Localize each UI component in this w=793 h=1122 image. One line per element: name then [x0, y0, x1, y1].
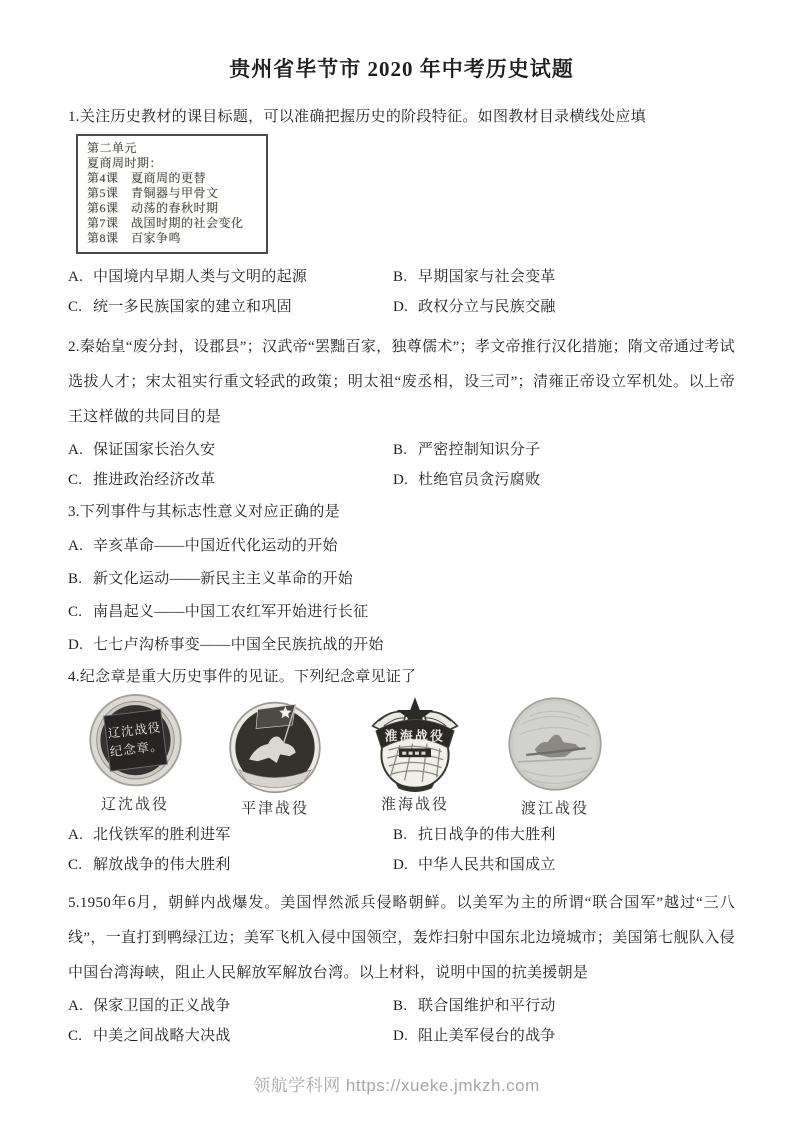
option-letter: C. — [68, 472, 83, 488]
question-1 — [68, 102, 735, 322]
option-letter: B. — [393, 269, 408, 285]
option-a — [68, 991, 393, 1021]
option-text: 政权分立与民族交融 — [418, 299, 556, 315]
huaihai-medal-icon — [363, 694, 467, 794]
option-letter: A. — [68, 827, 84, 843]
pingjin-medal-icon — [223, 694, 327, 794]
option-text: 辛亥革命——中国近代化运动的开始 — [93, 538, 338, 554]
option-d — [393, 465, 735, 495]
option-letter: C. — [68, 857, 83, 873]
catalog-line: 第7课 战国时期的社会变化 — [87, 216, 244, 230]
question-2 — [68, 330, 735, 495]
option-letter: A. — [68, 998, 84, 1014]
question-5-options — [68, 991, 735, 1051]
option-b — [393, 435, 735, 465]
question-1-stem: 1.关注历史教材的课目标题，可以准确把握历史的阶段特征。如图教材目录横线处应填 — [68, 109, 646, 125]
option-letter: A. — [68, 538, 84, 554]
catalog-line: 第二单元 — [87, 141, 138, 155]
option-b — [393, 991, 735, 1021]
question-4-options — [68, 820, 735, 880]
option-text: 抗日战争的伟大胜利 — [418, 827, 556, 843]
option-text: 中华人民共和国成立 — [418, 857, 556, 873]
svg-text:淮海战役: 淮海战役 — [384, 729, 446, 744]
option-text: 南昌起义——中国工农红军开始进行长征 — [93, 604, 369, 620]
option-text: 七七卢沟桥事变——中国全民族抗战的开始 — [93, 637, 384, 653]
option-letter: C. — [68, 299, 83, 315]
option-letter: D. — [393, 472, 409, 488]
option-text: 保证国家长治久安 — [93, 442, 216, 458]
option-text: 中美之间战略大决战 — [93, 1028, 231, 1044]
option-c — [68, 596, 735, 629]
option-d — [393, 850, 735, 880]
option-letter: B. — [393, 998, 408, 1014]
option-text: 杜绝官员贪污腐败 — [418, 472, 541, 488]
option-a — [68, 435, 393, 465]
medal-dujiang-campaign — [494, 694, 616, 818]
option-text: 北伐铁军的胜利进军 — [93, 827, 231, 843]
liaoshen-medal-icon — [80, 694, 191, 790]
option-letter: B. — [393, 442, 408, 458]
option-c — [68, 850, 393, 880]
question-2-stem: 2.秦始皇“废分封，设郡县”；汉武帝“罢黜百家，独尊儒术”；孝文帝推行汉化措施；隋文帝通过考试选拔人才；宋太祖实行重文轻武的政策；明太祖“废丞相，设三司”；清雍正帝设立军机处。以上帝王这样做的共同目的是 — [68, 339, 735, 425]
medal-caption: 淮海战役 — [380, 797, 449, 813]
option-b — [393, 262, 735, 292]
option-b — [393, 820, 735, 850]
option-a — [68, 530, 735, 563]
dujiang-medal-icon — [504, 694, 606, 794]
option-text: 严密控制知识分子 — [418, 442, 541, 458]
question-4-stem: 4.纪念章是重大历史事件的见证。下列纪念章见证了 — [68, 669, 417, 685]
catalog-line: 第4课 夏商周的更替 — [87, 171, 207, 185]
option-text: 保家卫国的正义战争 — [93, 998, 231, 1014]
question-1-options — [68, 262, 735, 322]
option-d — [68, 629, 735, 662]
medal-caption: 平津战役 — [240, 801, 309, 817]
option-letter: C. — [68, 1028, 83, 1044]
option-c — [68, 465, 393, 495]
option-text: 推进政治经济改革 — [93, 472, 216, 488]
catalog-line: 第5课 青铜器与甲骨文 — [87, 186, 219, 200]
option-text: 新文化运动——新民主主义革命的开始 — [93, 571, 354, 587]
option-d — [393, 1021, 735, 1051]
medal-liaoshen-campaign — [74, 694, 196, 814]
option-text: 中国境内早期人类与文明的起源 — [93, 269, 308, 285]
question-3 — [68, 495, 735, 662]
option-text: 解放战争的伟大胜利 — [93, 857, 231, 873]
option-letter: A. — [68, 269, 84, 285]
catalog-line: 第8课 百家争鸣 — [87, 231, 182, 245]
page-title: 贵州省毕节市 2020 年中考历史试题 — [229, 57, 574, 81]
question-3-stem: 3.下列事件与其标志性意义对应正确的是 — [68, 504, 340, 520]
option-letter: D. — [393, 1028, 409, 1044]
option-text: 早期国家与社会变革 — [418, 269, 556, 285]
option-text: 阻止美军侵台的战争 — [418, 1028, 556, 1044]
medal-huaihai-campaign — [354, 694, 476, 814]
option-letter: C. — [68, 604, 83, 620]
option-letter: D. — [393, 857, 409, 873]
option-letter: B. — [68, 571, 83, 587]
option-c — [68, 1021, 393, 1051]
option-d — [393, 292, 735, 322]
watermark-footer: 领航学科网 https://xueke.jmkzh.com — [253, 1076, 540, 1095]
question-3-options — [68, 530, 735, 662]
option-a — [68, 262, 393, 292]
question-5 — [68, 886, 735, 1051]
medal-caption: 辽沈战役 — [100, 797, 169, 813]
option-b — [68, 563, 735, 596]
option-text: 统一多民族国家的建立和巩固 — [93, 299, 292, 315]
option-a — [68, 820, 393, 850]
svg-text:纪念章。: 纪念章。 — [108, 738, 164, 760]
catalog-line: 第6课 动荡的春秋时期 — [87, 201, 219, 215]
svg-text:辽沈战役: 辽沈战役 — [106, 720, 162, 741]
option-letter: D. — [68, 637, 84, 653]
textbook-catalog-image — [76, 134, 268, 254]
question-5-stem: 5.1950年6月，朝鲜内战爆发。美国悍然派兵侵略朝鲜。以美军为主的所谓“联合国军”越过“三八线”，一直打到鸭绿江边；美军飞机入侵中国领空，轰炸扫射中国东北边境城市；美国第七舰队入侵中国台湾海峡，阻止人民解放军解放台湾。以上材料，说明中国的抗美援朝是 — [68, 895, 735, 981]
medal-images-row — [74, 694, 735, 817]
medal-pingjin-campaign — [214, 694, 336, 818]
option-letter: B. — [393, 827, 408, 843]
option-text: 联合国维护和平行动 — [418, 998, 556, 1014]
medal-caption: 渡江战役 — [520, 801, 589, 817]
option-letter: A. — [68, 442, 84, 458]
question-4 — [68, 662, 735, 880]
question-2-options — [68, 435, 735, 495]
option-c — [68, 292, 393, 322]
catalog-line: 夏商周时期： — [87, 156, 163, 170]
option-letter: D. — [393, 299, 409, 315]
